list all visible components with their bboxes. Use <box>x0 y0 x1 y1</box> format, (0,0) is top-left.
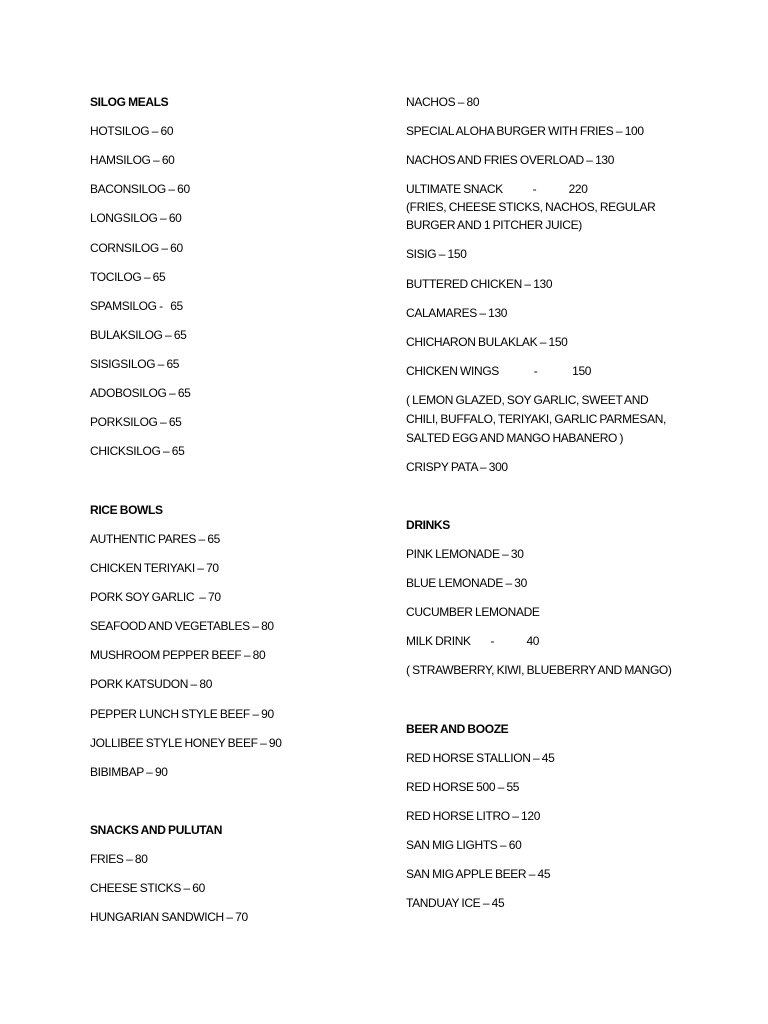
menu-item-line: ( LEMON GLAZED, SOY GARLIC, SWEET AND <box>406 393 649 407</box>
menu-item-line: MILK DRINK - 40 <box>406 634 540 648</box>
menu-item-line: CHICKEN TERIYAKI – 70 <box>90 561 219 575</box>
section-heading: SILOG MEALS <box>90 95 169 109</box>
menu-item-line: SISIG – 150 <box>406 247 467 261</box>
menu-item-line: CRISPY PATA – 300 <box>406 460 508 474</box>
menu-item-line: RED HORSE 500 – 55 <box>406 780 520 794</box>
menu-item-line: TOCILOG – 65 <box>90 270 166 284</box>
menu-item-line: SALTED EGG AND MANGO HABANERO ) <box>406 431 624 445</box>
menu-item-line: BULAKSILOG – 65 <box>90 328 187 342</box>
menu-item-line: RED HORSE LITRO – 120 <box>406 809 541 823</box>
menu-item-line: ULTIMATE SNACK - 220 <box>406 182 588 196</box>
menu-item-line: ( STRAWBERRY, KIWI, BLUEBERRY AND MANGO) <box>406 663 672 677</box>
menu-item-line: SEAFOOD AND VEGETABLES – 80 <box>90 619 274 633</box>
menu-item-line: CHICKSILOG – 65 <box>90 444 185 458</box>
menu-item-line: PORK SOY GARLIC – 70 <box>90 590 221 604</box>
section-heading: DRINKS <box>406 518 450 532</box>
menu-item-line: JOLLIBEE STYLE HONEY BEEF – 90 <box>90 736 282 750</box>
menu-item-line: CHEESE STICKS – 60 <box>90 881 205 895</box>
menu-item-line: SISIGSILOG – 65 <box>90 357 180 371</box>
menu-item-line: PORKSILOG – 65 <box>90 415 182 429</box>
menu-item-line: LONGSILOG – 60 <box>90 211 182 225</box>
menu-item-line: BUTTERED CHICKEN – 130 <box>406 277 553 291</box>
menu-item-line: AUTHENTIC PARES – 65 <box>90 532 220 546</box>
menu-item-line: CHILI, BUFFALO, TERIYAKI, GARLIC PARMESAN, <box>406 412 667 426</box>
menu-item-line: NACHOS – 80 <box>406 95 480 109</box>
menu-item-line: CORNSILOG – 60 <box>90 241 183 255</box>
menu-item-line: HAMSILOG – 60 <box>90 153 175 167</box>
section-heading: BEER AND BOOZE <box>406 722 509 736</box>
menu-item-line: BURGER AND 1 PITCHER JUICE) <box>406 218 582 232</box>
menu-item-line: BIBIMBAP – 90 <box>90 765 168 779</box>
menu-item-line: SPECIAL ALOHA BURGER WITH FRIES – 100 <box>406 124 644 138</box>
menu-item-line: SAN MIG LIGHTS – 60 <box>406 838 522 852</box>
menu-item-line: HOTSILOG – 60 <box>90 124 174 138</box>
menu-item-line: CHICKEN WINGS - 150 <box>406 364 592 378</box>
menu-item-line: CHICHARON BULAKLAK – 150 <box>406 335 568 349</box>
menu-item-line: PEPPER LUNCH STYLE BEEF – 90 <box>90 707 274 721</box>
menu-item-line: ADOBOSILOG – 65 <box>90 386 191 400</box>
menu-item-line: (FRIES, CHEESE STICKS, NACHOS, REGULAR <box>406 200 656 214</box>
menu-item-line: CALAMARES – 130 <box>406 306 508 320</box>
menu-item-line: CUCUMBER LEMONADE <box>406 605 540 619</box>
menu-item-line: FRIES – 80 <box>90 852 148 866</box>
menu-item-line: HUNGARIAN SANDWICH – 70 <box>90 910 248 924</box>
menu-item-line: SPAMSILOG - 65 <box>90 299 183 313</box>
menu-item-line: BACONSILOG – 60 <box>90 182 190 196</box>
menu-item-line: TANDUAY ICE – 45 <box>406 896 505 910</box>
menu-item-line: MUSHROOM PEPPER BEEF – 80 <box>90 648 266 662</box>
menu-item-line: BLUE LEMONADE – 30 <box>406 576 527 590</box>
menu-item-line: PORK KATSUDON – 80 <box>90 677 213 691</box>
menu-item-line: NACHOS AND FRIES OVERLOAD – 130 <box>406 153 615 167</box>
menu-item-line: SAN MIG APPLE BEER – 45 <box>406 867 551 881</box>
menu-item-line: RED HORSE STALLION – 45 <box>406 751 555 765</box>
section-heading: RICE BOWLS <box>90 503 163 517</box>
menu-item-line: PINK LEMONADE – 30 <box>406 547 524 561</box>
section-heading: SNACKS AND PULUTAN <box>90 823 223 837</box>
